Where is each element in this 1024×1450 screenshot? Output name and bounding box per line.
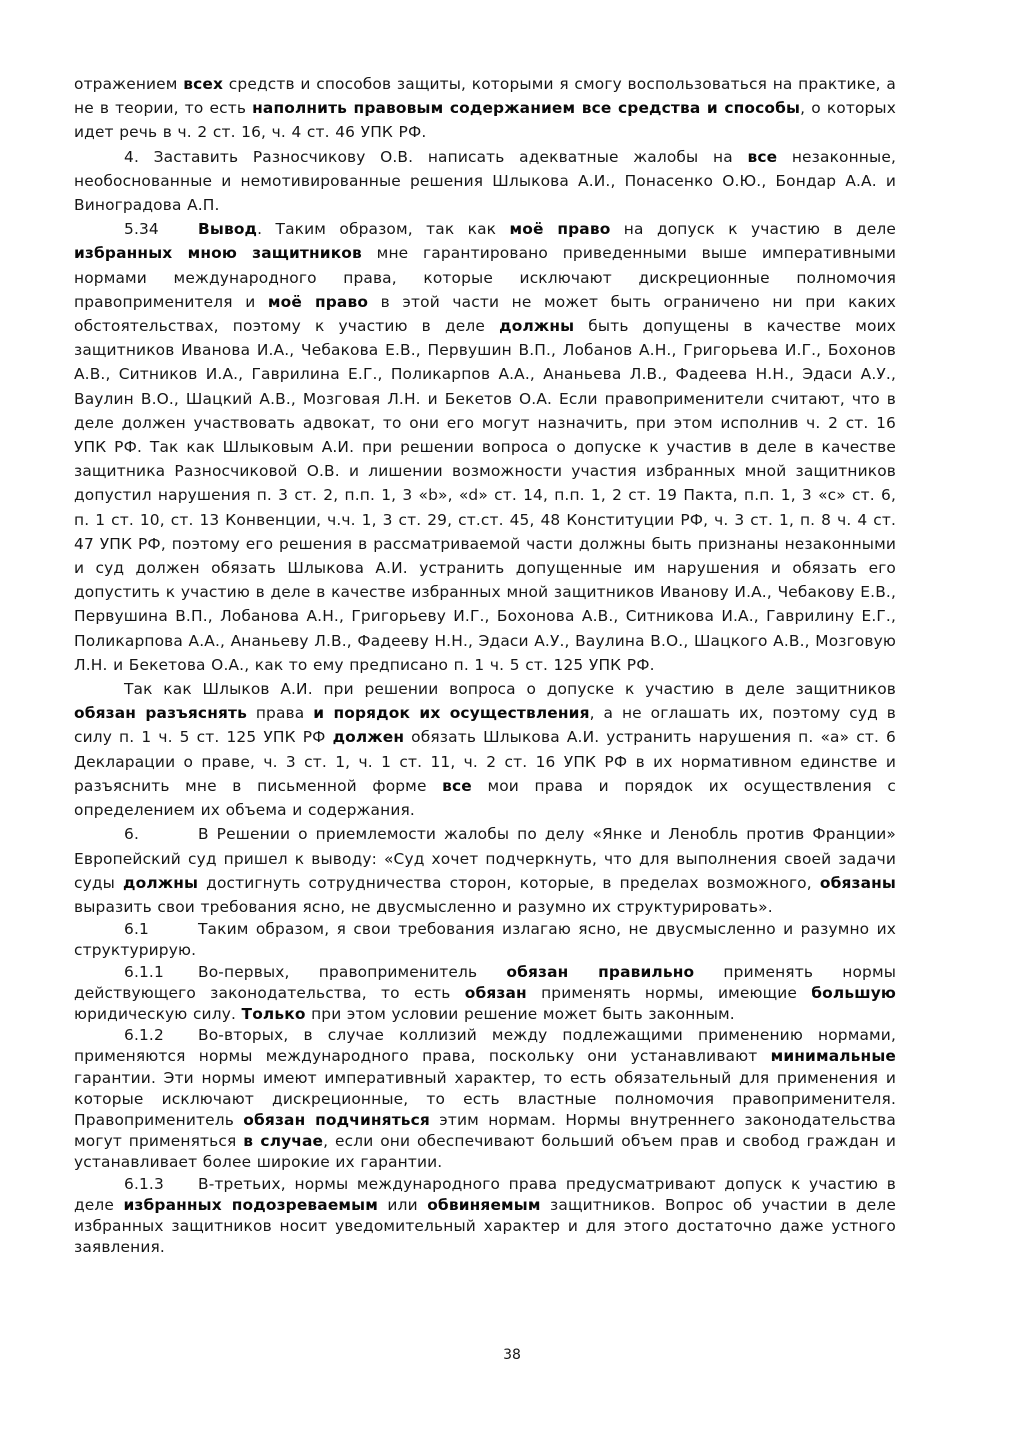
- text-run: применять нормы, имеющие: [526, 983, 812, 1002]
- text-run: Так как Шлыков А.И. при решении вопроса о допуске к участию в деле защитников: [124, 680, 896, 699]
- paragraph-1: [74, 145, 896, 218]
- text-run: обязать Шлыкова А.И. устранить нарушения п. «а» ст. 6 Декларации о праве, ч. 3 ст. 1, ч. 1 ст. 11, ч. 2 ст. 16 УПК РФ в их нормативном единстве и разъяснить мне в письменной форме: [74, 728, 896, 795]
- text-run: достигнуть сотрудничества сторон, которые, в пределах возможного,: [198, 873, 820, 892]
- bold-text: большую: [811, 983, 896, 1002]
- paragraph-2: [74, 217, 896, 677]
- text-run: Во-первых, правоприменитель: [198, 962, 507, 981]
- bold-text: обязан подчиняться: [243, 1110, 430, 1129]
- text-run: В-третьих, нормы международного права предусматривают допуск к участию в деле: [74, 1174, 896, 1214]
- text-run: , если они обеспечивают больший объем прав и свобод граждан и устанавливает более широкие их гарантии.: [74, 1132, 896, 1172]
- paragraph-number: 6.1.1: [124, 962, 164, 981]
- text-run: гарантии. Эти нормы имеют императивный характер, то есть обязательный для применения и которые исключают дискреционные, то есть властные полномочия правоприменителя. Правоприменитель: [74, 1068, 896, 1129]
- bold-text: обязан разъяснять: [74, 704, 247, 723]
- bold-text: всех: [183, 75, 224, 93]
- bold-text: в случае: [243, 1132, 324, 1151]
- text-run: применять нормы действующего законодательства, то есть: [74, 962, 897, 1002]
- bold-text: обязан: [464, 983, 527, 1002]
- bold-text: Вывод: [198, 220, 258, 239]
- bold-text: моё право: [267, 292, 369, 311]
- text-run: , о которых идет речь в ч. 2 ст. 16, ч. 4 ст. 46 УПК РФ.: [74, 99, 896, 142]
- text-run: при этом условии решение может быть законным.: [305, 1004, 735, 1023]
- bold-text: должны: [123, 873, 199, 892]
- text-run: выразить свои требования ясно, не двусмысленно и разумно их структурировать».: [74, 897, 773, 916]
- bold-text: наполнить правовым содержанием все средства и способы: [252, 99, 801, 118]
- bold-text: минимальные: [770, 1047, 896, 1066]
- text-run: мои права и порядок их осуществления с определением их объема и содержания.: [74, 776, 897, 820]
- paragraph-3: [74, 677, 896, 822]
- paragraph-6: [74, 962, 896, 1026]
- text-run: на допуск к участию в деле: [610, 220, 896, 239]
- paragraph-number: 6.1: [124, 920, 149, 939]
- text-run: быть допущены в качестве моих защитников Иванова И.А., Чебакова Е.В., Первушин В.П., Лобанов А.Н., Григорьева И.Г., Бохонов А.В., Ситников И.А., Гаврилина Е.Г., Поликарпов А.А., Ананьева Л.В., Фадеева Н.Н., Эдаси А.У., Ваулин В.О., Шацкий А.В., Мозговая Л.Н. и Бекетов О.А. Если правоприменители считают, что в деле должен участвовать адвокат, то они его могут назначить, при этом исполнив ч. 2 ст. 16 УПК РФ. Так как Шлыковым А.И. при решении вопроса о допуске к участив в деле в качестве защитника Разносчиковой О.В. и лишении возможности участия избранных мной защитников допустил нарушения п. 3 ст. 2, п.п. 1, 3 «b», «d» ст. 14, п.п. 1, 2 ст. 19 Пакта, п.п. 1, 3 «c» ст. 6, п. 1 ст. 10, ст. 13 Конвенции, ч.ч. 1, 3 ст. 29, ст.ст. 45, 48 Конституции РФ, ч. 3 ст. 1, п. 8 ч. 4 ст. 47 УПК РФ, поэтому его решения в рассматриваемой части должны быть признаны незаконными и суд должен обязать Шлыкова А.И. устранить допущенные им нарушения и обязать его допустить к участию в деле в качестве избранных мной защитников Иванову И.А., Чебакову Е.В., Первушина В.П., Лобанова А.Н., Григорьеву И.Г., Бохонова А.В., Ситникова И.А., Гаврилину Е.Г., Поликарпова А.А., Ананьеву Л.В., Фадееву Н.Н., Эдаси А.У., Ваулина В.О., Шацкого А.В., Мозговую Л.Н. и Бекетова О.А., как то ему предписано п. 1 ч. 5 ст. 125 УПК РФ.: [74, 317, 897, 674]
- paragraph-number: 6.1.3: [124, 1174, 164, 1193]
- text-run: отражением: [74, 75, 184, 93]
- paragraph-number: 6.: [124, 825, 139, 844]
- page-number: 38: [503, 1347, 521, 1363]
- paragraph-number: 6.1.2: [124, 1026, 164, 1045]
- text-run: Во-вторых, в случае коллизий между подлежащими применению нормами, применяются нормы международного права, поскольку они устанавливают: [74, 1026, 896, 1066]
- bold-text: обязаны: [819, 873, 896, 892]
- bold-text: должен: [332, 728, 405, 747]
- text-run: мне гарантировано приведенными выше императивными нормами международного права, которые исключают дискреционные полномочия правоприменителя и: [74, 244, 896, 311]
- text-run: В Решении о приемлемости жалобы по делу «Янке и Ленобль против Франции» Европейский суд пришел к выводу: «Суд хочет подчеркнуть, что для выполнения своей задачи суды: [74, 825, 896, 892]
- text-run: 4. Заставить Разносчикову О.В. написать адекватные жалобы на: [124, 147, 748, 166]
- text-run: незаконные, необоснованные и немотивированные решения Шлыкова А.И., Понасенко О.Ю., Бондар А.А. и Виноградова А.П.: [74, 147, 896, 215]
- document-body: [74, 72, 896, 1258]
- bold-text: Только: [241, 1004, 306, 1023]
- bold-text: все: [442, 776, 472, 795]
- paragraph-4: [74, 822, 896, 919]
- text-run: этим нормам. Нормы внутреннего законодательства могут применяться: [74, 1110, 896, 1151]
- text-run: или: [377, 1195, 428, 1214]
- paragraph-8: [74, 1174, 896, 1259]
- bold-text: должны: [499, 317, 575, 336]
- bold-text: и порядок их осуществления: [313, 704, 590, 723]
- bold-text: обвиняемым: [427, 1195, 541, 1214]
- text-run: защитников. Вопрос об участии в деле избранных защитников носит уведомительный характер и для этого достаточно даже устного заявления.: [74, 1195, 897, 1257]
- text-run: юридическую силу.: [74, 1004, 242, 1023]
- paragraph-5: [74, 919, 896, 961]
- paragraph-number: 5.34: [124, 220, 159, 239]
- bold-text: избранных подозреваемым: [123, 1195, 378, 1214]
- paragraph-0: [74, 72, 896, 145]
- bold-text: все: [747, 147, 778, 166]
- text-run: . Таким образом, так как: [257, 220, 510, 239]
- text-run: Таким образом, я свои требования излагаю ясно, не двусмысленно и разумно их структурирую.: [74, 920, 896, 960]
- text-run: в этой части не может быть ограничено ни при каких обстоятельствах, поэтому к участию в деле: [74, 292, 896, 336]
- text-run: средств и способов защиты, которыми я смогу воспользоваться на практике, а не в теории, то есть: [74, 75, 896, 118]
- text-run: , а не оглашать их, поэтому суд в силу п. 1 ч. 5 ст. 125 УПК РФ: [74, 704, 896, 747]
- paragraph-7: [74, 1025, 896, 1173]
- text-run: права: [246, 704, 314, 723]
- bold-text: моё право: [509, 220, 611, 239]
- bold-text: обязан правильно: [506, 962, 695, 981]
- bold-text: избранных мною защитников: [74, 244, 362, 263]
